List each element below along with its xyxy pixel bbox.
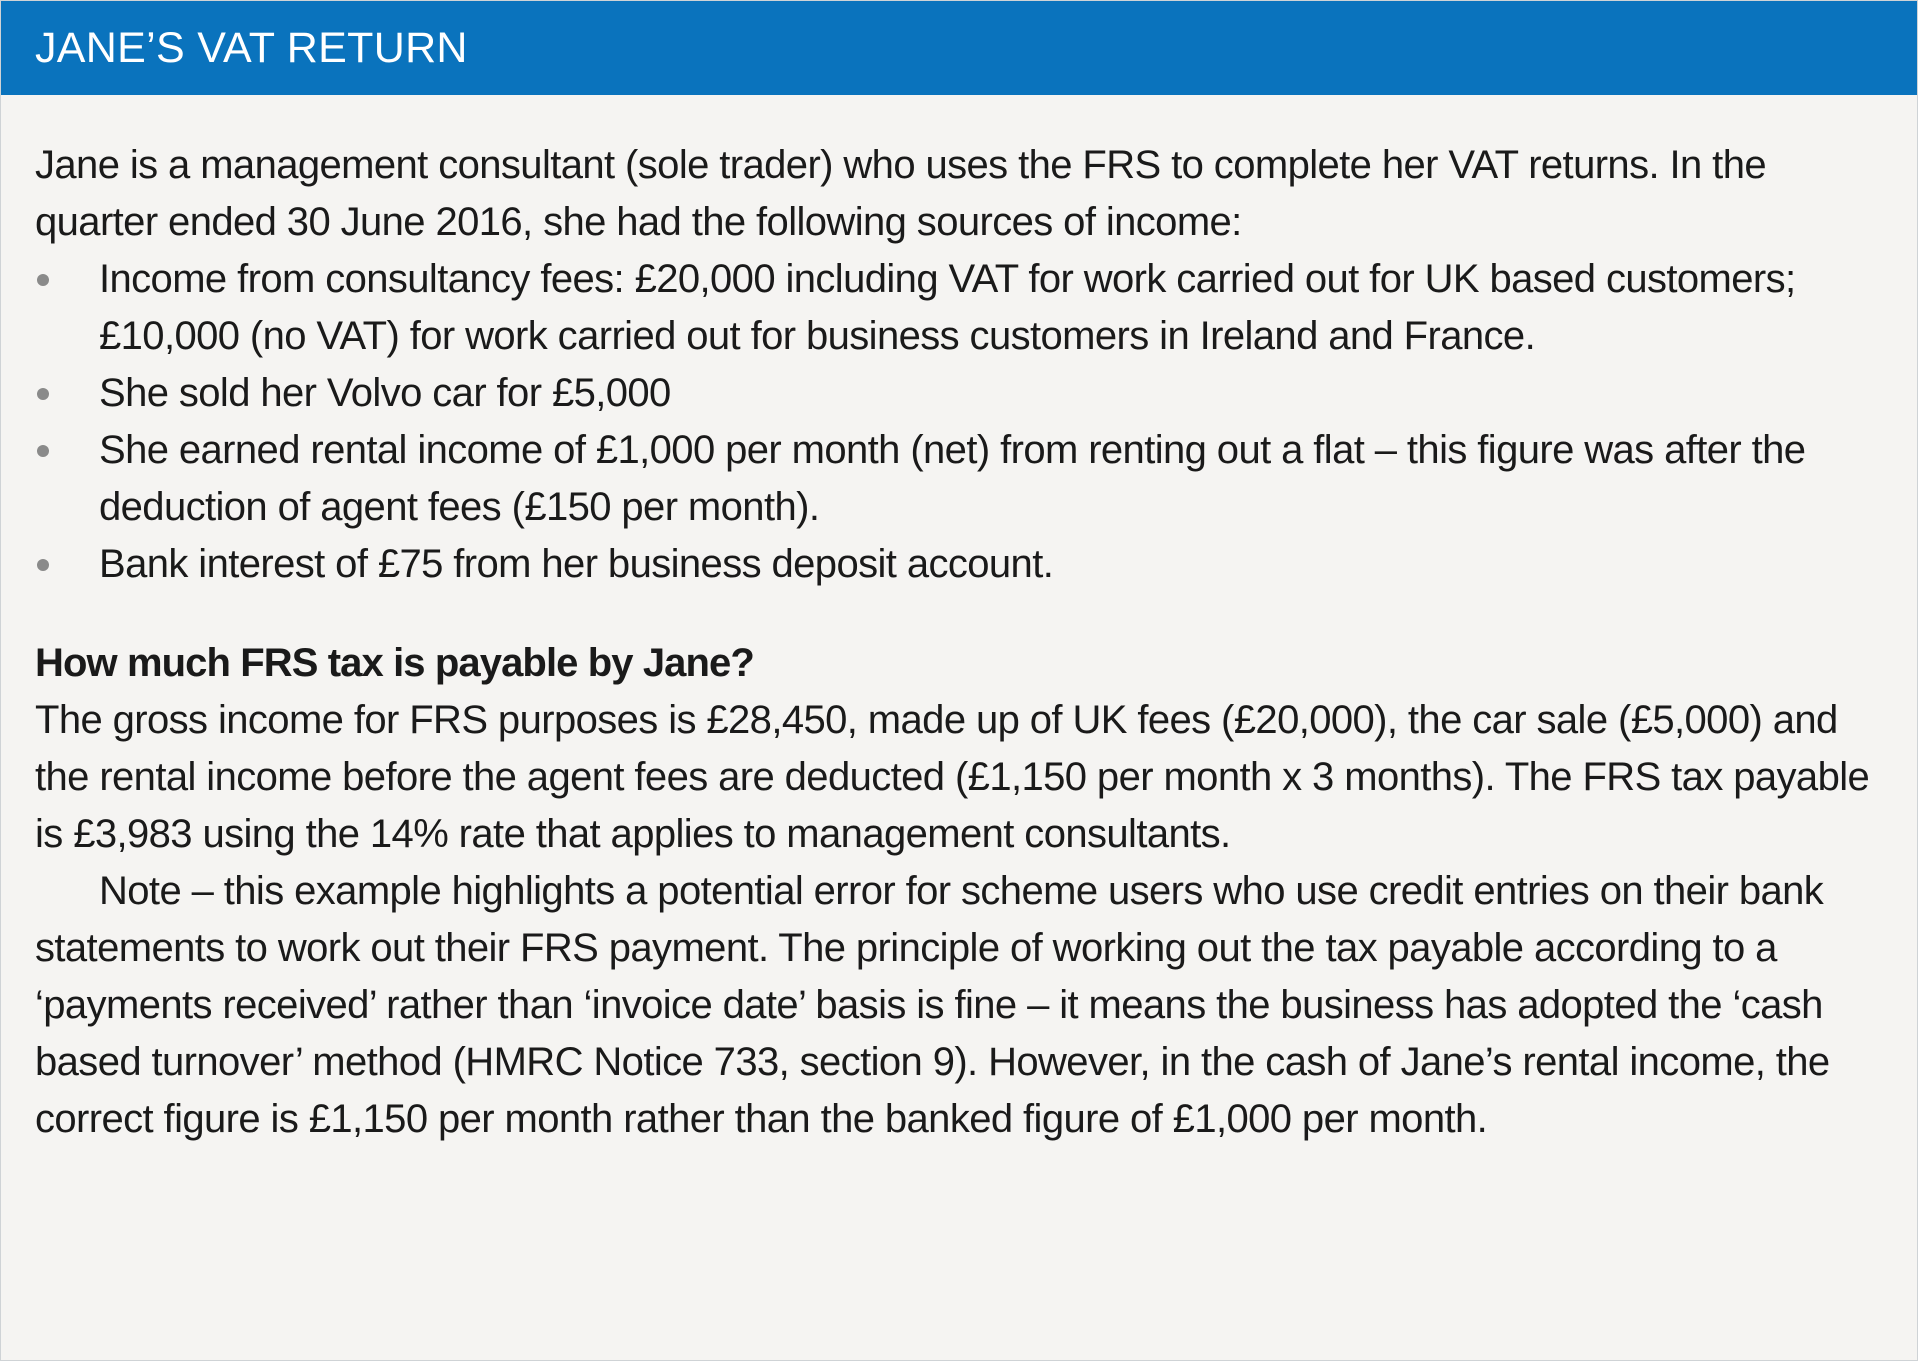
question-heading: How much FRS tax is payable by Jane? (35, 641, 754, 685)
list-item (35, 365, 1895, 422)
income-list (35, 251, 1895, 593)
bullet-icon (37, 274, 49, 286)
box-title: JANE’S VAT RETURN (1, 1, 1917, 95)
list-item-text: Income from consultancy fees: £20,000 including VAT for work carried out for UK based customers; £10,000 (no VAT) for work carried out for business customers in Ireland and France. (99, 257, 1796, 358)
list-item (35, 422, 1895, 536)
bullet-icon (37, 559, 49, 571)
list-item (35, 536, 1895, 593)
list-item-text: Bank interest of £75 from her business deposit account. (99, 542, 1054, 586)
note-paragraph: Note – this example highlights a potential error for scheme users who use credit entries on their bank statements to work out their FRS payment. The principle of working out the tax payable according to a ‘payments received’ rather than ‘invoice date’ basis is fine – it means the business has adopted the ‘cash based turnover’ method (HMRC Notice 733, section 9). However, in the cash of Jane’s rental income, the correct figure is £1,150 per month rather than the banked figure of £1,000 per month. (35, 869, 1830, 1141)
intro-paragraph: Jane is a management consultant (sole trader) who uses the FRS to complete her VAT returns. In the quarter ended 30 June 2016, she had the following sources of income: (35, 143, 1766, 244)
bullet-icon (37, 445, 49, 457)
list-item (35, 251, 1895, 365)
bullet-icon (37, 388, 49, 400)
section-spacer (35, 593, 1895, 635)
box-content (35, 137, 1895, 1148)
list-item-text: She sold her Volvo car for £5,000 (99, 371, 671, 415)
list-item-text: She earned rental income of £1,000 per month (net) from renting out a flat – this figure was after the deduction of agent fees (£150 per month). (99, 428, 1806, 529)
answer-paragraph: The gross income for FRS purposes is £28,450, made up of UK fees (£20,000), the car sale (£5,000) and the rental income before the agent fees are deducted (£1,150 per month x 3 months). The FRS tax payable is £3,983 using the 14% rate that applies to management consultants. (35, 698, 1870, 856)
